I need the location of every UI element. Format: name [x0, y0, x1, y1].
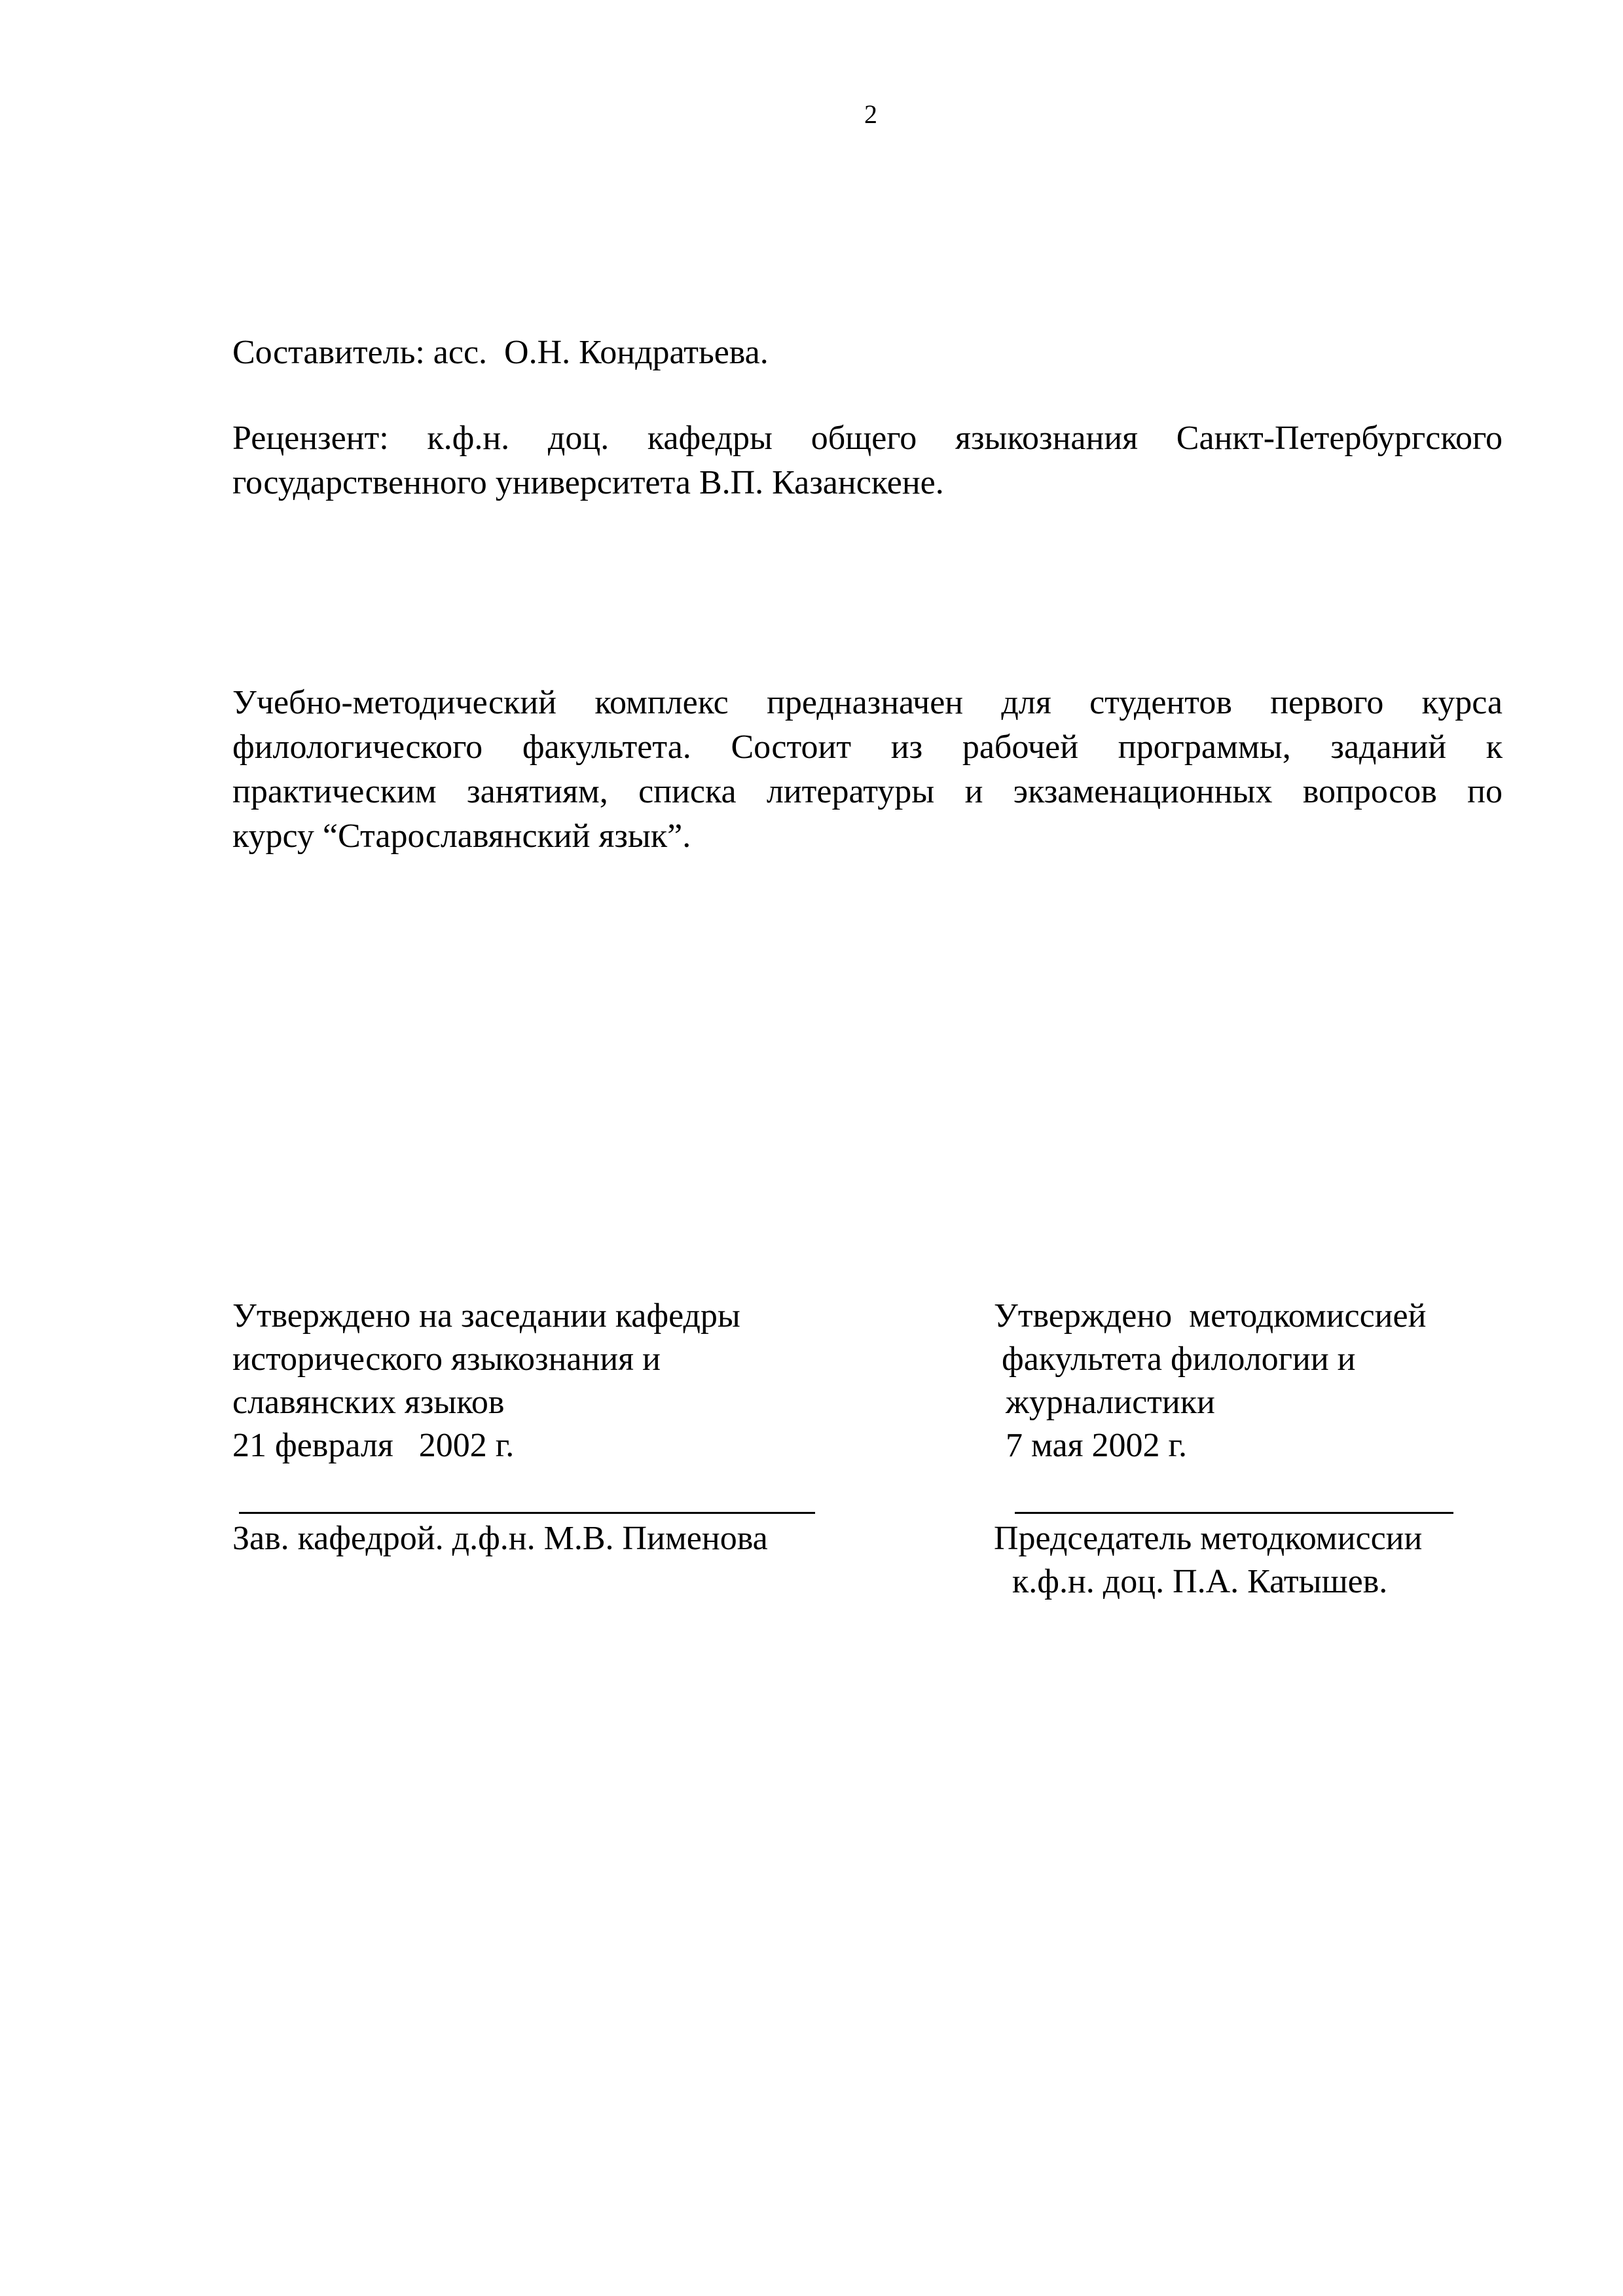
- reviewer-paragraph: [232, 416, 1503, 505]
- description-line-4: курсу “Старославянский язык”.: [232, 817, 691, 855]
- department-head-name: Зав. кафедрой. д.ф.н. М.В. Пименова: [232, 1520, 768, 1557]
- commission-approval-date: 7 мая 2002 г.: [1006, 1427, 1188, 1464]
- description-paragraph: [232, 681, 1503, 859]
- commission-approval: [994, 1295, 1557, 1467]
- department-approval-line-3: славянских языков: [232, 1384, 505, 1421]
- department-approval: [232, 1295, 887, 1467]
- commission-approval-line-1: Утверждено методкомиссией: [994, 1297, 1427, 1335]
- commission-chair-signature: [994, 1517, 1557, 1604]
- description-line-3: практическим занятиям, списка литературы и экзаменационных вопросов по: [232, 773, 1503, 810]
- commission-chair-name: к.ф.н. доц. П.А. Катышев.: [1012, 1563, 1388, 1600]
- commission-approval-line-2: факультета филологии и: [1002, 1340, 1356, 1378]
- commission-chair-title: Председатель методкомиссии: [994, 1520, 1423, 1557]
- department-approval-date: 21 февраля 2002 г.: [232, 1427, 515, 1464]
- department-head-signature: [232, 1517, 887, 1560]
- commission-approval-line-3: журналистики: [1006, 1384, 1215, 1421]
- reviewer-line-1: Рецензент: к.ф.н. доц. кафедры общего языкознания Санкт-Петербургского: [232, 420, 1503, 457]
- department-approval-line-1: Утверждено на заседании кафедры: [232, 1297, 740, 1335]
- commission-signature-line: [1015, 1512, 1453, 1514]
- department-signature-line: [239, 1512, 815, 1514]
- compiler-line: [232, 331, 1503, 375]
- department-approval-line-2: исторического языкознания и: [232, 1340, 661, 1378]
- reviewer-line-2: государственного университета В.П. Казанскене.: [232, 464, 944, 501]
- compiler-text: Составитель: асс. О.Н. Кондратьева.: [232, 334, 769, 371]
- description-line-2: филологического факультета. Состоит из рабочей программы, заданий к: [232, 728, 1503, 766]
- description-line-1: Учебно-методический комплекс предназначен для студентов первого курса: [232, 684, 1503, 721]
- page-number: 2: [864, 99, 877, 129]
